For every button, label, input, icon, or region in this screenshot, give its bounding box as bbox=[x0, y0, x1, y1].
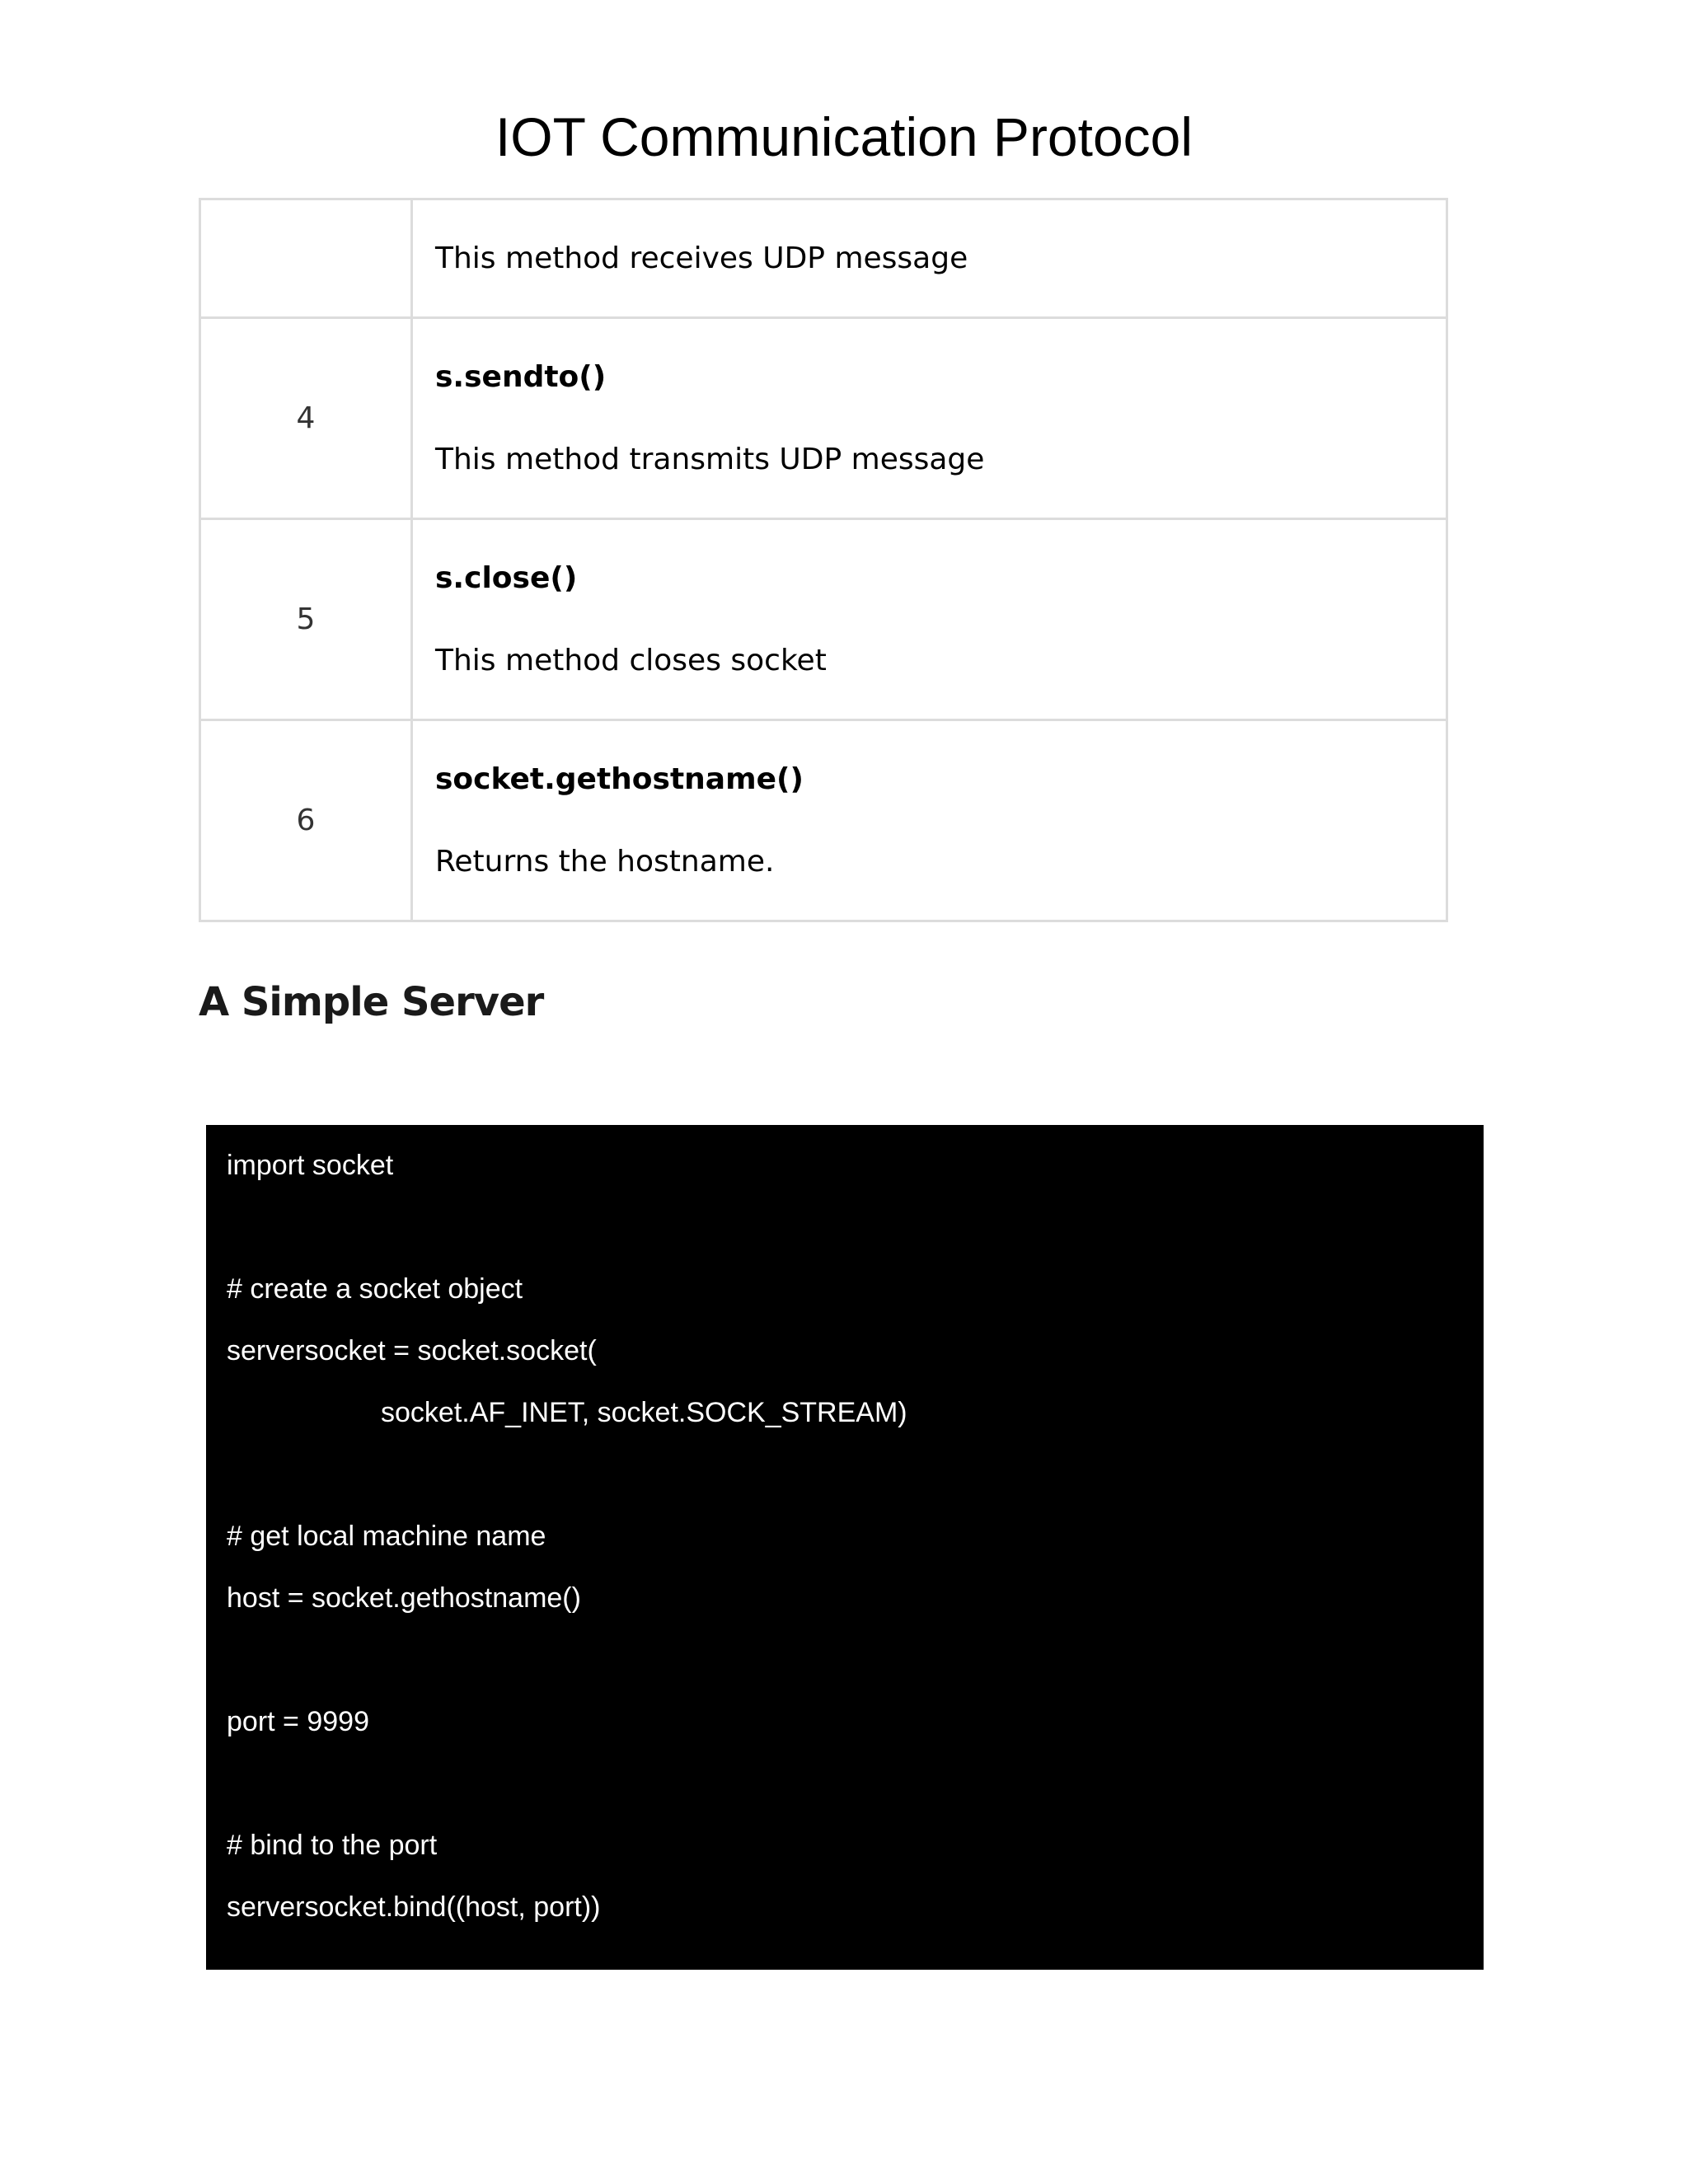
row-description-cell bbox=[412, 318, 1447, 519]
code-comment: # get local machine name bbox=[227, 1521, 546, 1552]
table-row bbox=[200, 199, 1447, 318]
row-number bbox=[200, 199, 412, 318]
row-number: 5 bbox=[200, 519, 412, 720]
method-description: This method transmits UDP message bbox=[435, 442, 985, 476]
row-description-cell bbox=[412, 519, 1447, 720]
method-name: socket.gethostname() bbox=[435, 762, 804, 796]
table-row bbox=[200, 720, 1447, 921]
method-description: This method receives UDP message bbox=[435, 241, 968, 275]
method-description: This method closes socket bbox=[435, 643, 827, 677]
table-row bbox=[200, 519, 1447, 720]
code-line: serversocket.bind((host, port)) bbox=[227, 1891, 601, 1923]
code-line: port = 9999 bbox=[227, 1706, 369, 1737]
methods-table bbox=[199, 198, 1448, 922]
code-block bbox=[206, 1125, 1484, 1970]
method-name: s.close() bbox=[435, 560, 578, 595]
code-line: host = socket.gethostname() bbox=[227, 1582, 581, 1614]
code-line-blank bbox=[227, 1197, 1484, 1258]
page-title: IOT Communication Protocol bbox=[495, 106, 1193, 167]
code-line: import socket bbox=[227, 1150, 394, 1181]
code-comment: # create a socket object bbox=[227, 1273, 523, 1305]
code-comment: # bind to the port bbox=[227, 1830, 438, 1861]
row-number: 6 bbox=[200, 720, 412, 921]
section-heading: A Simple Server bbox=[199, 979, 544, 1025]
code-line-blank bbox=[227, 1444, 1484, 1506]
code-line: socket.AF_INET, socket.SOCK_STREAM) bbox=[381, 1397, 907, 1428]
method-name: s.sendto() bbox=[435, 359, 607, 394]
code-line: serversocket = socket.socket( bbox=[227, 1335, 597, 1366]
row-description-cell bbox=[412, 199, 1447, 318]
table-row bbox=[200, 318, 1447, 519]
code-line-blank bbox=[227, 1629, 1484, 1691]
method-description: Returns the hostname. bbox=[435, 844, 775, 879]
code-line-blank bbox=[227, 1753, 1484, 1815]
row-description-cell bbox=[412, 720, 1447, 921]
row-number: 4 bbox=[200, 318, 412, 519]
